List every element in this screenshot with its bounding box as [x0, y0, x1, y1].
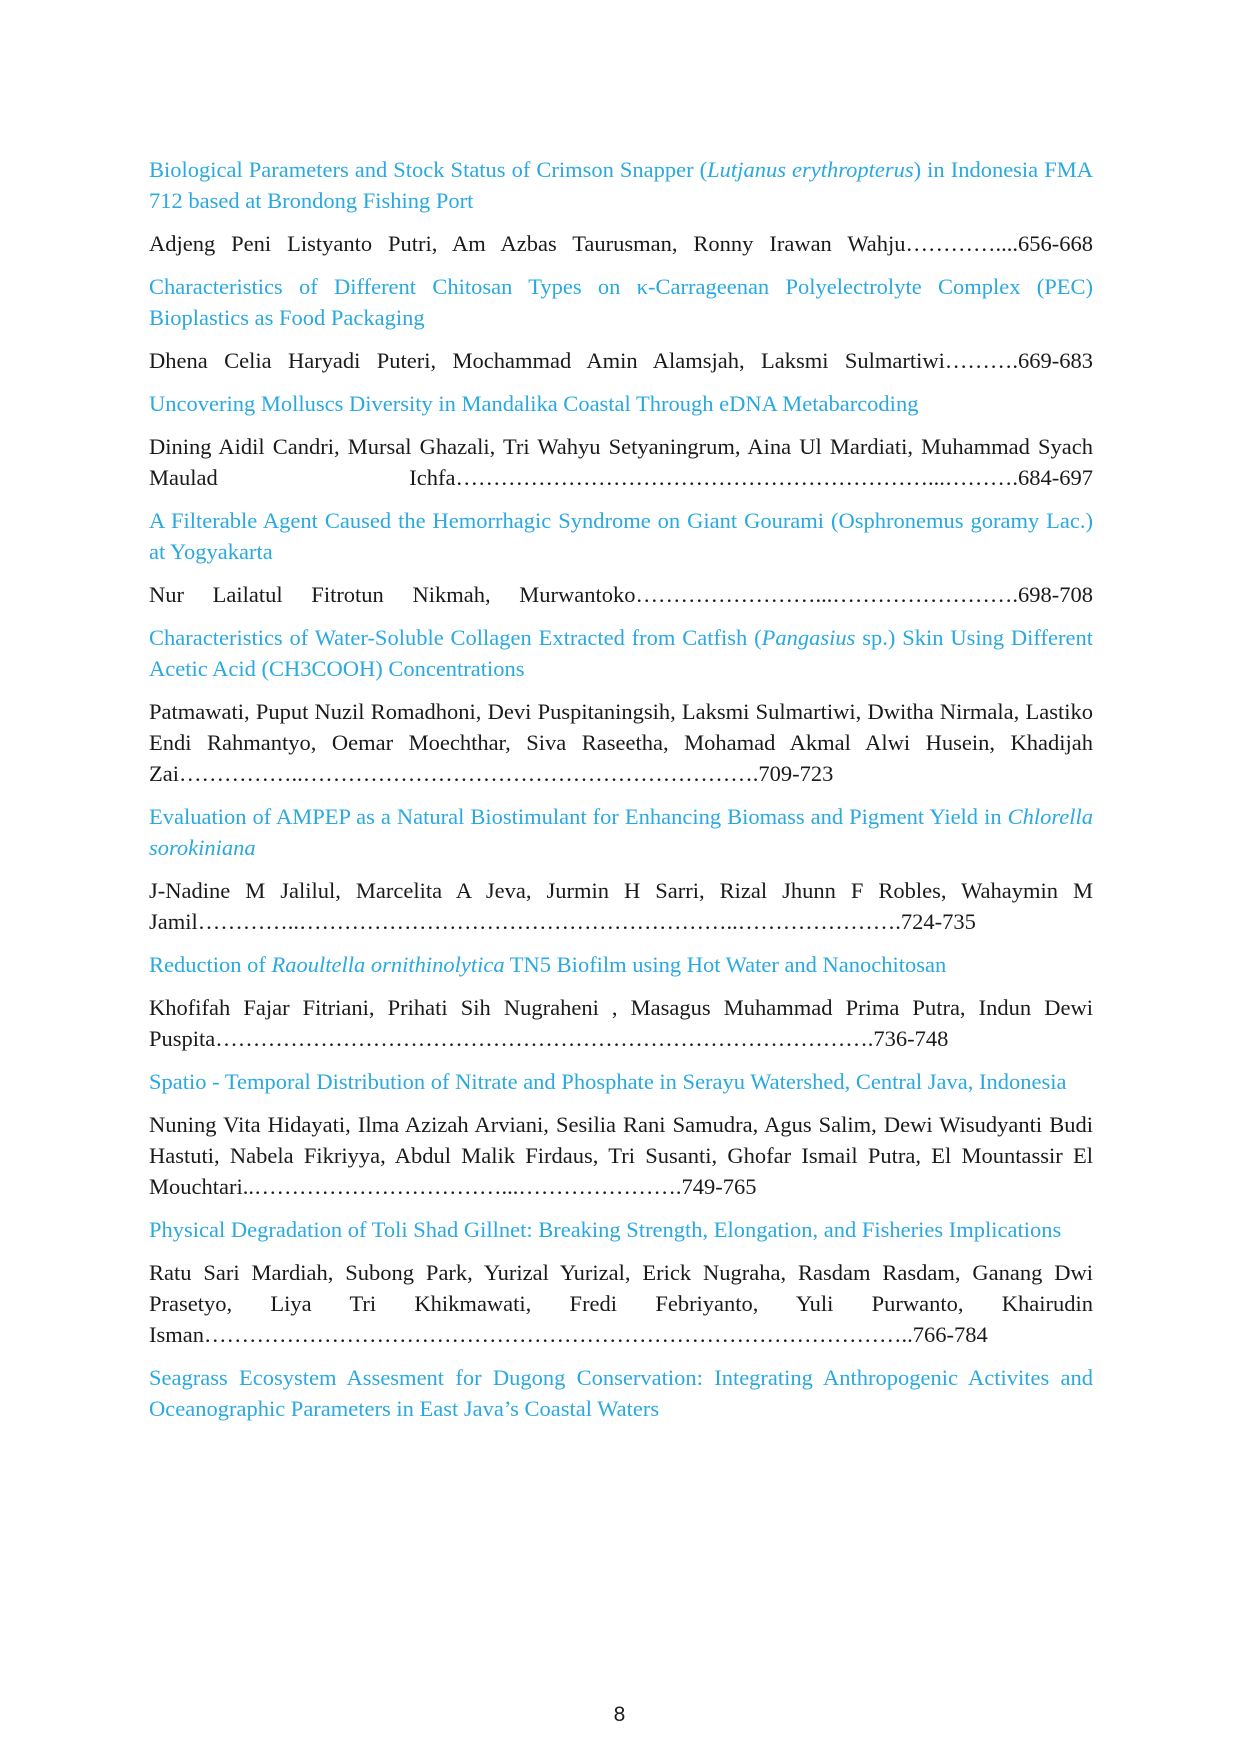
toc-entry	[149, 154, 1093, 259]
article-authors-pages: J-Nadine M Jalilul, Marcelita A Jeva, Jurmin H Sarri, Rizal Jhunn F Robles, Wahaymin M Jamil…………..…………………………………………………..………………….724-735	[149, 878, 1093, 934]
article-authors-pages: Adjeng Peni Listyanto Putri, Am Azbas Taurusman, Ronny Irawan Wahju…………....656-668	[149, 231, 1093, 256]
toc-entry	[149, 388, 1093, 493]
toc-entry	[149, 505, 1093, 610]
toc-entry	[149, 1362, 1093, 1424]
article-title[interactable]: Characteristics of Different Chitosan Types on κ-Carrageenan Polyelectrolyte Complex (PEC) Bioplastics as Food Packaging	[149, 274, 1093, 330]
page-number: 8	[613, 1703, 626, 1726]
toc-entry	[149, 622, 1093, 789]
toc-entry	[149, 271, 1093, 376]
article-authors-pages: Nuning Vita Hidayati, Ilma Azizah Arviani, Sesilia Rani Samudra, Agus Salim, Dewi Wisudyanti Budi Hastuti, Nabela Fikriyya, Abdul Malik Firdaus, Tri Susanti, Ghofar Ismail Putra, El Mountassir El Mouchtari..……………………………...………………….749-765	[149, 1112, 1093, 1199]
article-title[interactable]: Biological Parameters and Stock Status of Crimson Snapper (Lutjanus erythropterus) in Indonesia FMA 712 based at Brondong Fishing Port	[149, 157, 1093, 213]
toc-entry	[149, 1066, 1093, 1202]
article-authors-pages: Patmawati, Puput Nuzil Romadhoni, Devi Puspitaningsih, Laksmi Sulmartiwi, Dwitha Nirmala, Lastiko Endi Rahmantyo, Oemar Moechthar, Siva Raseetha, Mohamad Akmal Alwi Husein, Khadijah Zai……………..…………………………………………………….709-723	[149, 699, 1093, 786]
table-of-contents	[149, 154, 1093, 1424]
article-title[interactable]: Reduction of Raoultella ornithinolytica TN5 Biofilm using Hot Water and Nanochitosan	[149, 952, 947, 977]
toc-entry	[149, 801, 1093, 937]
article-title[interactable]: Characteristics of Water-Soluble Collagen Extracted from Catfish (Pangasius sp.) Skin Using Different Acetic Acid (CH3COOH) Concentrations	[149, 625, 1093, 681]
article-authors-pages: Khofifah Fajar Fitriani, Prihati Sih Nugraheni , Masagus Muhammad Prima Putra, Indun Dewi Puspita…………………………………………………………………………….736-748	[149, 995, 1093, 1051]
article-authors-pages: Dining Aidil Candri, Mursal Ghazali, Tri Wahyu Setyaningrum, Aina Ul Mardiati, Muhammad Syach Maulad Ichfa………………………………………………………...……….684-697	[149, 434, 1093, 490]
article-title[interactable]: Seagrass Ecosystem Assesment for Dugong Conservation: Integrating Anthropogenic Activites and Oceanographic Parameters in East Java’s Coastal Waters	[149, 1365, 1093, 1421]
article-title[interactable]: A Filterable Agent Caused the Hemorrhagic Syndrome on Giant Gourami (Osphronemus goramy Lac.) at Yogyakarta	[149, 508, 1093, 564]
article-authors-pages: Dhena Celia Haryadi Puteri, Mochammad Amin Alamsjah, Laksmi Sulmartiwi……….669-683	[149, 348, 1093, 373]
article-title[interactable]: Physical Degradation of Toli Shad Gillnet: Breaking Strength, Elongation, and Fisheries Implications	[149, 1217, 1062, 1242]
article-authors-pages: Nur Lailatul Fitrotun Nikmah, Murwantoko……………………...…………………….698-708	[149, 582, 1093, 607]
article-title[interactable]: Evaluation of AMPEP as a Natural Biostimulant for Enhancing Biomass and Pigment Yield in Chlorella sorokiniana	[149, 804, 1093, 860]
article-title[interactable]: Uncovering Molluscs Diversity in Mandalika Coastal Through eDNA Metabarcoding	[149, 391, 919, 416]
toc-entry	[149, 949, 1093, 1054]
article-authors-pages: Ratu Sari Mardiah, Subong Park, Yurizal Yurizal, Erick Nugraha, Rasdam Rasdam, Ganang Dwi Prasetyo, Liya Tri Khikmawati, Fredi Febriyanto, Yuli Purwanto, Khairudin Isman…………………………………………………………………………………..766-784	[149, 1260, 1093, 1347]
article-title[interactable]: Spatio - Temporal Distribution of Nitrate and Phosphate in Serayu Watershed, Central Java, Indonesia	[149, 1069, 1067, 1094]
toc-entry	[149, 1214, 1093, 1350]
